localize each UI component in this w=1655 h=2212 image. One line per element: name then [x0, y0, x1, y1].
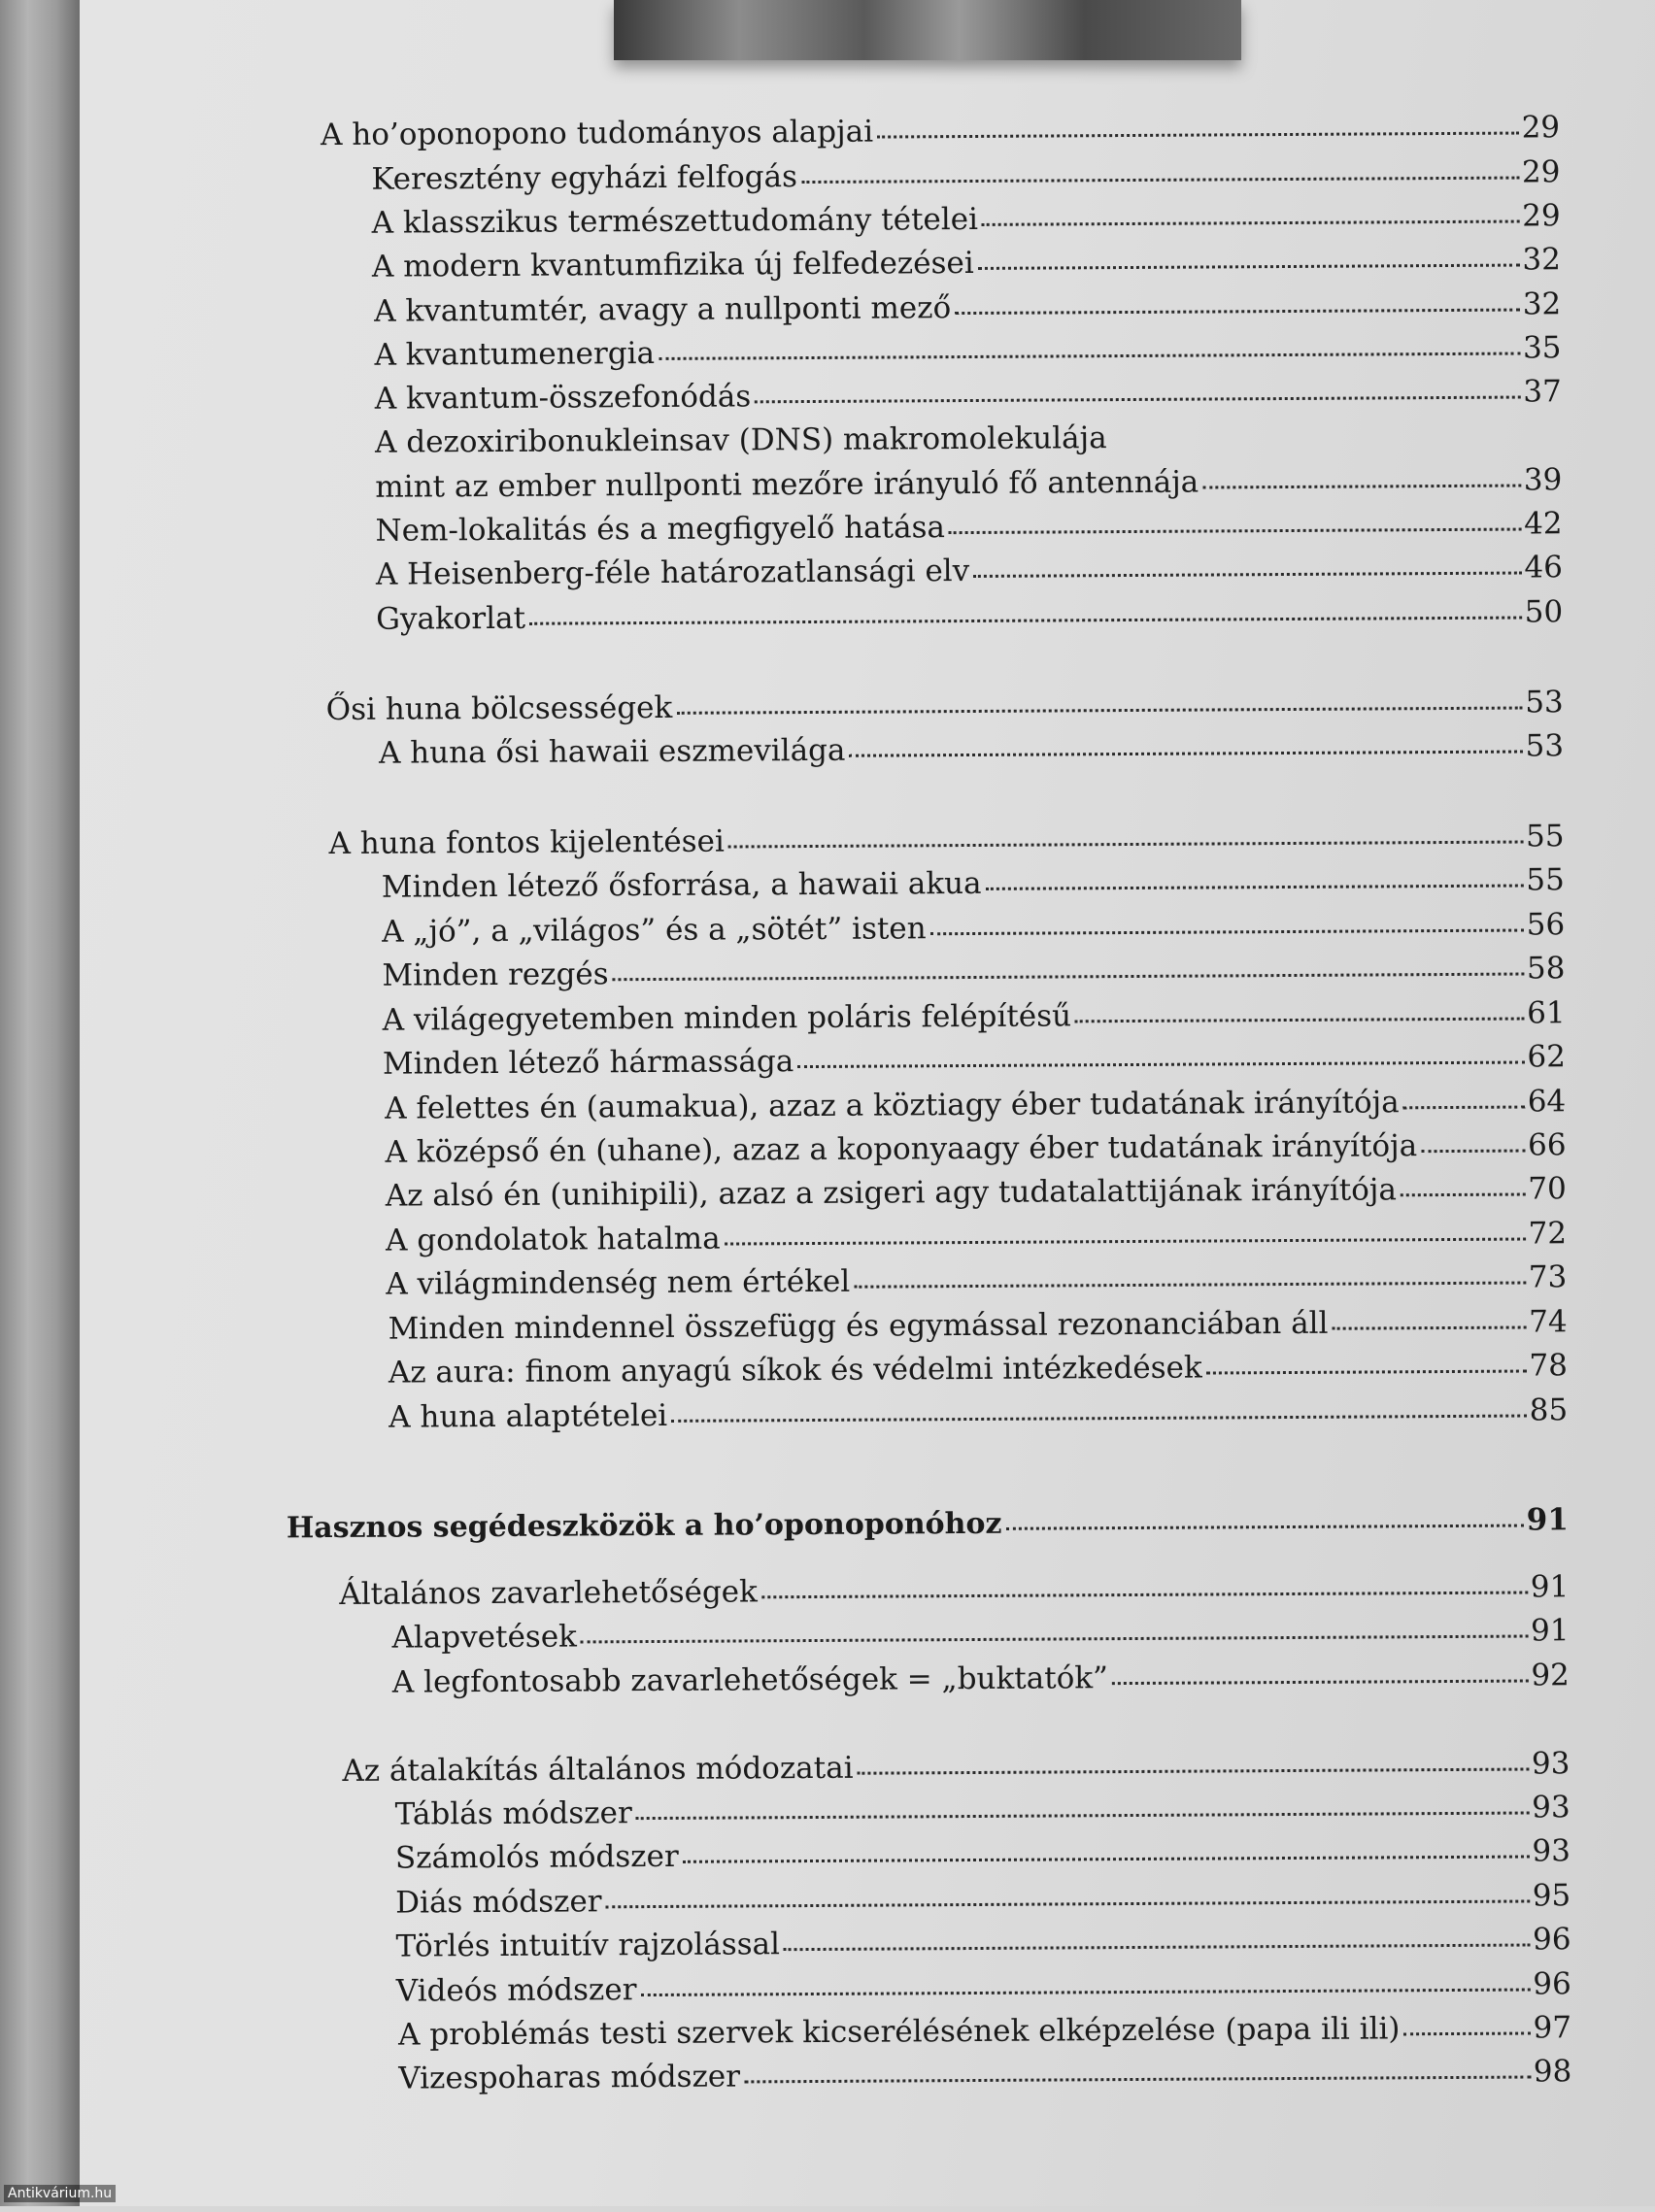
toc-entry [391, 1611, 1569, 1657]
toc-leader-dots [1075, 1012, 1524, 1023]
toc-entry-title: Videós módszer [395, 1972, 637, 2009]
toc-entry-title: Táblás módszer [394, 1795, 632, 1832]
toc-entry-page: 98 [1533, 2054, 1572, 2090]
toc-entry-page: 37 [1523, 374, 1562, 410]
toc-entry [379, 726, 1564, 772]
toc-entry-page: 95 [1532, 1878, 1571, 1914]
toc-entry-title: A kvantumtér, avagy a nullponti mező [374, 290, 952, 329]
toc-leader-dots [581, 1629, 1528, 1644]
toc-leader-dots [744, 2070, 1531, 2084]
toc-leader-dots [858, 1762, 1529, 1775]
toc-leader-dots [1403, 2027, 1530, 2036]
toc-entry-title: A világegyetemben minden poláris felépítésű [382, 998, 1072, 1038]
toc-chapter-title: Hasznos segédeszközök a ho’oponoponóhoz [286, 1506, 1002, 1546]
toc-leader-dots [1421, 1144, 1525, 1154]
toc-entry [392, 1656, 1570, 1701]
toc-entry [395, 1788, 1571, 1833]
toc-leader-dots [676, 701, 1522, 715]
toc-entry [385, 1125, 1566, 1171]
toc-entry-title: A modern kvantumfizika új felfedezései [371, 245, 974, 285]
toc-entry-page: 96 [1532, 1922, 1571, 1958]
toc-entry-page: 93 [1531, 1746, 1571, 1782]
toc-entry-title: A világmindenség nem értékel [386, 1263, 851, 1302]
toc-entry-title: mint az ember nullponti mezőre irányuló fő antennája [375, 464, 1199, 505]
toc-leader-dots [640, 1983, 1530, 1997]
toc-entry-title: A legfontosabb zavarlehetőségek = „buktatók” [391, 1660, 1109, 1700]
toc-entry-title: A ho’oponopono tudományos alapjai [321, 114, 874, 153]
toc-entry [321, 108, 1560, 154]
toc-entry [339, 1567, 1569, 1614]
toc-entry-page: 93 [1532, 1790, 1571, 1826]
toc-entry [386, 1214, 1567, 1259]
toc-leader-dots [955, 303, 1520, 316]
toc-entry-title: A kvantumenergia [374, 335, 656, 373]
toc-leader-dots [1403, 1100, 1525, 1110]
toc-entry-title: Számolós módszer [394, 1838, 679, 1876]
toc-entry-title: Minden mindennel összefügg és egymással rezonanciában áll [388, 1305, 1329, 1347]
toc-leader-dots [801, 171, 1519, 184]
toc-entry-title: Keresztény egyházi felfogás [371, 159, 798, 197]
toc-entry [376, 592, 1563, 638]
toc-entry-page: 29 [1521, 154, 1561, 190]
toc-entry-page: 78 [1529, 1348, 1568, 1384]
toc-entry-page: 91 [1530, 1613, 1570, 1649]
toc-entry-title: A huna alaptételei [388, 1397, 668, 1435]
toc-entry [388, 1391, 1568, 1436]
toc-entry-page: 66 [1527, 1127, 1567, 1163]
toc-leader-dots [1202, 479, 1521, 489]
toc-entry-title: A huna fontos kijelentései [328, 823, 726, 862]
toc-entry-page: 96 [1533, 1966, 1571, 2002]
toc-leader-dots [973, 566, 1521, 578]
toc-entry-page: 93 [1532, 1833, 1571, 1869]
toc-entry [383, 1037, 1566, 1083]
toc-entry-title: Ősi huna bölcsességek [325, 689, 673, 728]
toc-leader-dots [671, 1409, 1527, 1423]
toc-leader-dots [1332, 1321, 1526, 1330]
toc-leader-dots [636, 1806, 1530, 1821]
toc-entry-title: A problémás testi szervek kicserélésének elképzelése (papa ili ili) [397, 2011, 1401, 2053]
toc-entry-title: A gondolatok hatalma [385, 1221, 721, 1258]
toc-entry-title: Minden létező hármassága [382, 1044, 794, 1082]
toc-entry [385, 1082, 1566, 1127]
toc-entry-page: 72 [1528, 1216, 1568, 1252]
toc-leader-dots [613, 967, 1524, 982]
toc-entry-title: A dezoxiribonukleinsav (DNS) makromolekulája [374, 420, 1107, 460]
toc-entry [395, 1876, 1571, 1922]
toc-entry-title: A középső én (uhane), azaz a koponyaagy éber tudatának irányítója [385, 1128, 1418, 1170]
toc-entry-title: Az alsó én (unihipili), azaz a zsigeri agy tudatalattijának irányítója [385, 1172, 1398, 1214]
toc-entry-title: Vizespoharas módszer [398, 2059, 741, 2096]
toc-entry-title: A klasszikus természettudomány tételei [371, 201, 979, 241]
toc-entry-title: A huna ősi hawaii eszmevilága [378, 732, 846, 771]
toc-leader-dots [1112, 1674, 1529, 1686]
toc-entry-page: 73 [1528, 1259, 1568, 1295]
toc-entry [396, 1964, 1571, 2010]
toc-entry [374, 328, 1561, 374]
toc-entry [374, 285, 1561, 330]
toc-entry-page: 58 [1526, 951, 1566, 987]
toc-leader-dots [982, 215, 1519, 226]
toc-entry [375, 372, 1562, 418]
toc-entry-title: Gyakorlat [376, 600, 526, 637]
toc-leader-dots [797, 1056, 1524, 1069]
toc-leader-dots [683, 1850, 1530, 1863]
toc-leader-dots [849, 745, 1522, 757]
toc-entry-page: 53 [1525, 728, 1565, 764]
toc-entry-page: 46 [1524, 550, 1563, 586]
toc-entry [398, 2008, 1571, 2054]
toc-entry [375, 416, 1562, 461]
toc-leader-dots [978, 258, 1520, 270]
toc-leader-dots [606, 1894, 1530, 1909]
toc-entry [382, 905, 1565, 951]
toc-entry-page: 32 [1522, 242, 1562, 278]
toc-entry [395, 1831, 1571, 1877]
toc-chapter-page: 91 [1526, 1502, 1569, 1538]
toc-entry-page: 62 [1527, 1039, 1567, 1075]
toc-entry [375, 504, 1562, 550]
watermark: Antikvárium.hu [4, 2185, 116, 2202]
toc-leader-dots [725, 1232, 1526, 1246]
toc-leader-dots [755, 390, 1520, 404]
toc-entry-page: 55 [1525, 819, 1565, 855]
toc-entry-page: 61 [1527, 995, 1566, 1031]
toc-entry-title: Minden létező ősforrása, a hawaii akua [381, 865, 982, 905]
toc-entry [388, 1302, 1568, 1348]
toc-entry-title: A Heisenberg-féle határozatlansági elv [375, 553, 970, 592]
toc-leader-dots [728, 835, 1523, 849]
toc-entry-page: 70 [1528, 1171, 1567, 1207]
toc-leader-dots [949, 522, 1521, 535]
toc-entry [375, 460, 1562, 506]
toc-entry-title: A kvantum-összefonódás [374, 379, 752, 417]
toc-entry [382, 949, 1565, 994]
toc-entry [372, 196, 1561, 242]
toc-leader-dots [784, 1938, 1530, 1952]
toc-entry-page: 39 [1523, 462, 1563, 498]
toc-entry-page: 53 [1525, 685, 1564, 721]
toc-entry-page: 29 [1522, 198, 1561, 234]
toc-entry [328, 817, 1564, 863]
toc-entry [382, 860, 1565, 906]
toc-leader-dots [659, 347, 1520, 360]
toc-entry-page: 55 [1526, 862, 1565, 898]
toc-entry [371, 152, 1560, 198]
toc-leader-dots [761, 1586, 1528, 1599]
toc-entry-title: Diás módszer [395, 1884, 602, 1921]
toc-entry [386, 1169, 1567, 1215]
toc-entry [386, 1257, 1567, 1303]
toc-entry [372, 240, 1561, 285]
toc-entry [326, 683, 1564, 729]
toc-entry-title: Általános zavarlehetőségek [339, 1574, 758, 1612]
toc-entry [383, 993, 1566, 1039]
toc-leader-dots [1206, 1364, 1527, 1375]
toc-leader-dots [1005, 1519, 1523, 1530]
toc-leader-dots [930, 923, 1524, 936]
toc-entry-page: 74 [1529, 1304, 1568, 1340]
toc-entry-page: 32 [1522, 286, 1562, 322]
toc-entry-title: A „jó”, a „világos” és a „sötét” isten [382, 911, 927, 950]
toc-entry-page: 92 [1531, 1658, 1570, 1693]
toc-leader-dots [985, 879, 1523, 890]
toc-entry-title: Az átalakítás általános módozatai [342, 1750, 854, 1789]
toc-leader-dots [529, 611, 1522, 625]
toc-entry-page: 35 [1522, 330, 1562, 366]
toc-entry-title: Alapvetések [391, 1619, 578, 1656]
toc-chapter [287, 1500, 1569, 1548]
toc-entry-page: 56 [1526, 907, 1566, 943]
toc-leader-dots [1401, 1188, 1525, 1197]
toc-entry [342, 1744, 1570, 1791]
toc-entry [388, 1346, 1568, 1391]
toc-leader-dots [877, 126, 1519, 139]
toc-entry-page: 64 [1527, 1084, 1567, 1120]
toc-entry-title: A felettes én (aumakua), azaz a köztiagy éber tudatának irányítója [385, 1085, 1400, 1126]
toc-entry [376, 548, 1563, 593]
toc-entry-page: 97 [1533, 2010, 1572, 2046]
toc-entry [395, 1920, 1571, 1965]
toc-entry-page: 29 [1521, 110, 1561, 146]
toc-leader-dots [854, 1276, 1526, 1289]
toc-entry [398, 2052, 1571, 2097]
toc-entry-page: 85 [1529, 1392, 1569, 1428]
toc-entry-title: Nem-lokalitás és a megfigyelő hatása [375, 510, 946, 549]
toc-entry-title: Törlés intuitív rajzolással [395, 1927, 781, 1964]
toc-entry-title: Minden rezgés [382, 956, 609, 993]
toc-entry-page: 42 [1524, 506, 1563, 542]
toc-entry-page: 91 [1530, 1569, 1570, 1605]
toc-entry-page: 50 [1524, 594, 1564, 630]
toc-entry-title: Az aura: finom anyagú síkok és védelmi intézkedések [388, 1350, 1202, 1391]
